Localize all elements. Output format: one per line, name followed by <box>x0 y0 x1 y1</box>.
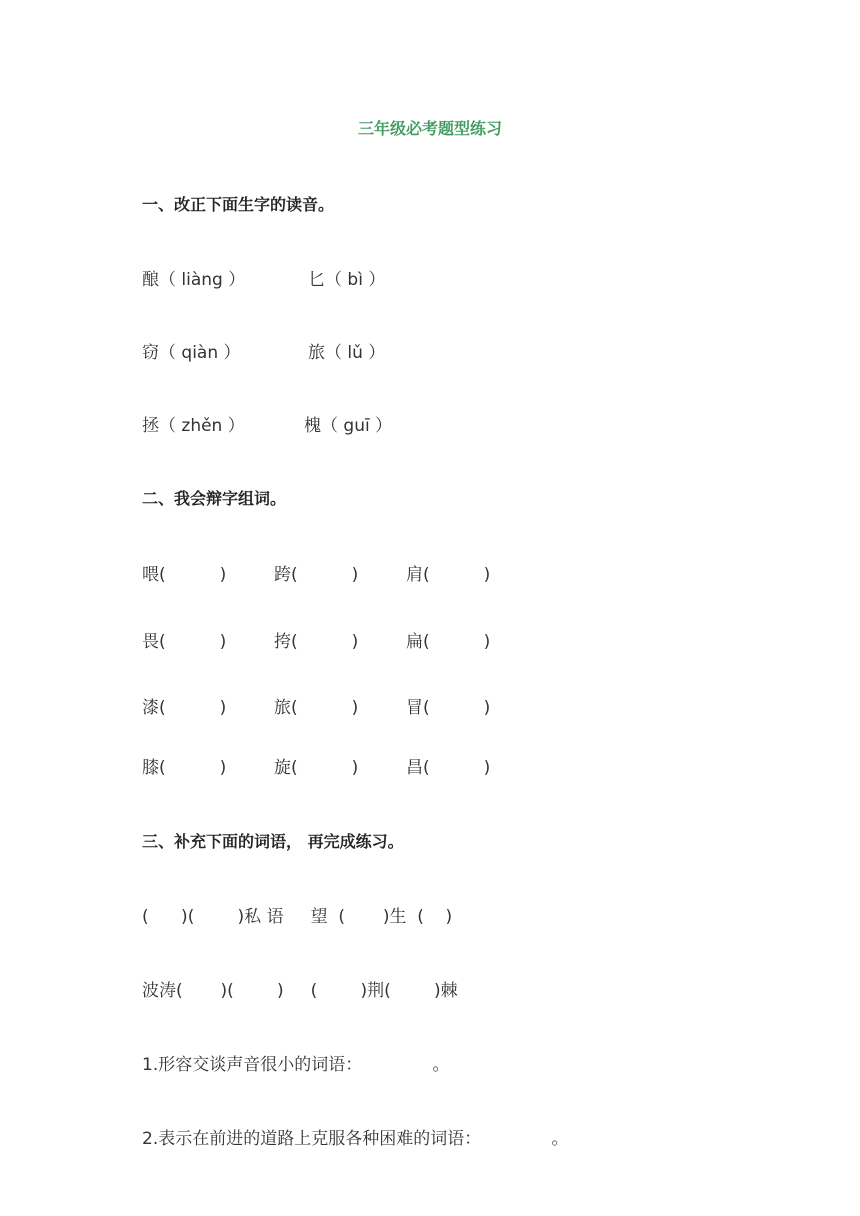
word-group-item: 畏( ) <box>142 632 227 652</box>
word-group-item: 膝( ) <box>142 758 227 778</box>
question-2: 2.表示在前进的道路上克服各种困难的词语： 。 <box>142 1129 569 1149</box>
word-group-item: 扁( ) <box>406 632 491 652</box>
word-group-item: 挎( ) <box>274 632 359 652</box>
word-group-item: 旋( ) <box>274 758 359 778</box>
pinyin-item: 匕（ bì ） <box>308 270 386 290</box>
fill-idiom-line: ( )( )私 语 望 ( )生 ( ) <box>142 907 453 927</box>
pinyin-item: 槐（ guī ） <box>304 416 393 436</box>
fill-idiom-line: 波涛( )( ) ( )荆( )棘 <box>142 981 458 1001</box>
word-group-item: 昌( ) <box>406 758 491 778</box>
word-group-item: 漆( ) <box>142 698 227 718</box>
section-3-heading: 三、补充下面的词语， 再完成练习。 <box>142 832 404 851</box>
page-title: 三年级必考题型练习 <box>357 119 502 138</box>
word-group-item: 肩( ) <box>406 565 491 585</box>
question-1: 1.形容交谈声音很小的词语： 。 <box>142 1055 450 1075</box>
word-group-item: 旅( ) <box>274 698 359 718</box>
pinyin-item: 酿（ liàng ） <box>142 270 246 290</box>
pinyin-item: 窃（ qiàn ） <box>142 343 241 363</box>
pinyin-item: 拯（ zhěn ） <box>142 416 245 436</box>
section-2-heading: 二、我会辩字组词。 <box>142 489 287 508</box>
pinyin-item: 旅（ lǔ ） <box>308 343 386 363</box>
word-group-item: 冒( ) <box>406 698 491 718</box>
section-1-heading: 一、改正下面生字的读音。 <box>142 195 335 214</box>
word-group-item: 喂( ) <box>142 565 227 585</box>
word-group-item: 跨( ) <box>274 565 359 585</box>
